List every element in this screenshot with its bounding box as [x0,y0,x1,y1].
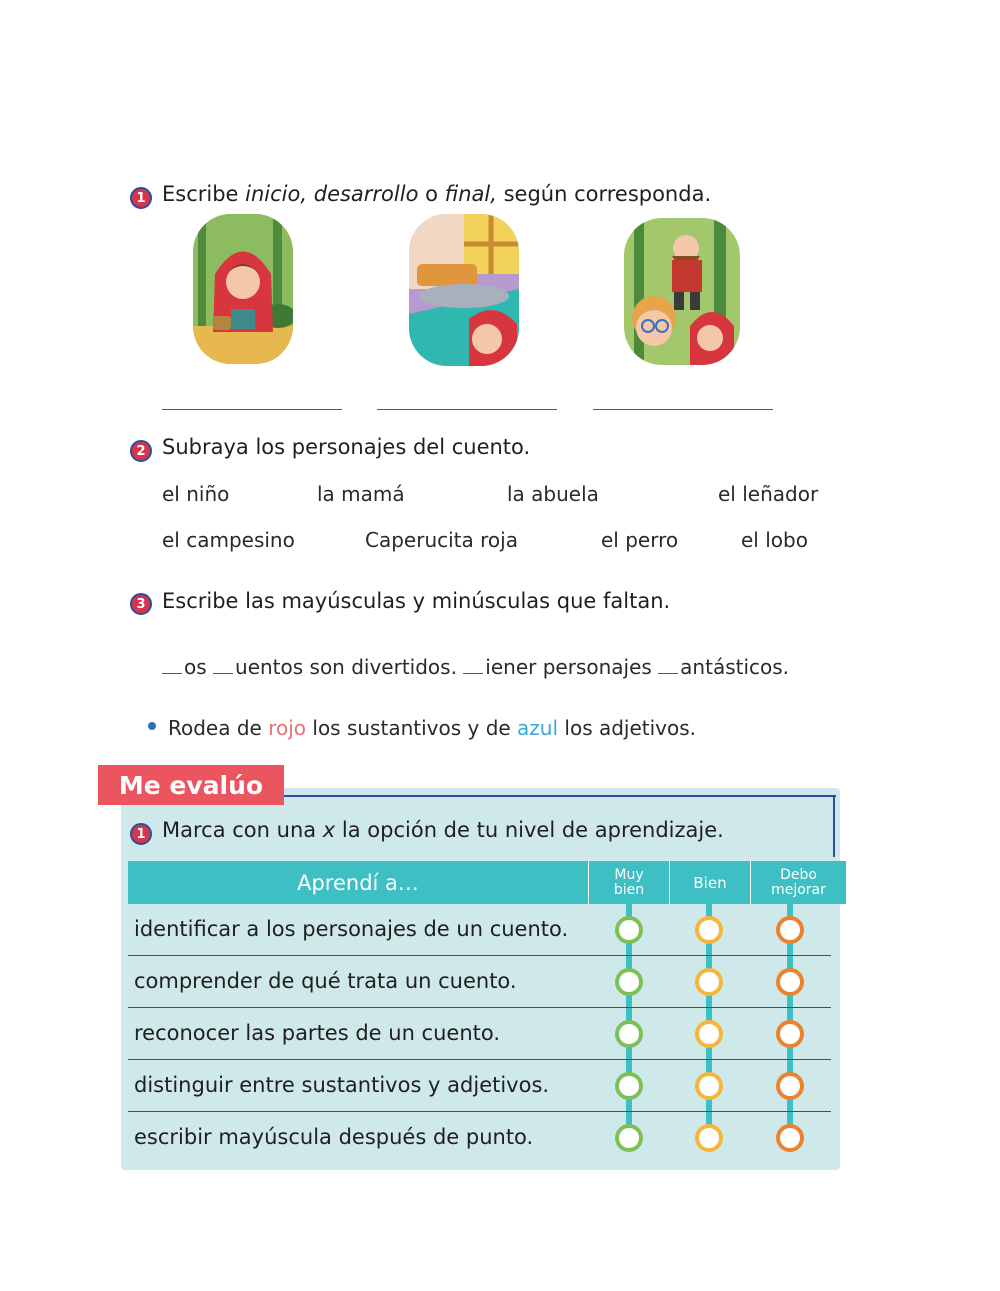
table-header [128,861,846,904]
row-divider [128,955,831,956]
option-debo-mejorar[interactable] [776,1124,804,1152]
blank-input[interactable] [463,655,483,674]
header-muy-bien: Muy bien [613,866,645,898]
header-aprendi: Aprendí a… [297,870,419,895]
option-debo-mejorar[interactable] [776,1072,804,1100]
character-option[interactable]: la mamá [317,482,405,506]
answer-line-2[interactable] [377,409,557,410]
row-divider [128,1007,831,1008]
row-divider [128,1059,831,1060]
header-debo-mejorar: Debo mejorar [771,866,826,898]
illustration-final [624,218,740,365]
fill-sentence: os uentos son divertidos. iener personajes antásticos. [162,655,789,679]
option-bien[interactable] [695,916,723,944]
eval-row-label: identificar a los personajes de un cuento. [134,917,569,941]
option-bien[interactable] [695,1020,723,1048]
exercise-1-instruction: Escribe inicio, desarrollo o final, según corresponda. [162,182,712,206]
option-muy-bien[interactable] [615,1124,643,1152]
me-evaluo-tab: Me evalúo [98,765,284,805]
panel-border-top [284,795,836,797]
bullet-instruction: Rodea de rojo los sustantivos y de azul los adjetivos. [168,716,697,740]
exercise-2-instruction: Subraya los personajes del cuento. [162,435,531,459]
eval-row-label: escribir mayúscula después de punto. [134,1125,534,1149]
eval-instruction: Marca con una x la opción de tu nivel de aprendizaje. [162,818,724,842]
character-option[interactable]: la abuela [507,482,599,506]
row-divider [128,1111,831,1112]
option-debo-mejorar[interactable] [776,1020,804,1048]
option-bien[interactable] [695,968,723,996]
character-option[interactable]: el leñador [718,482,819,506]
exercise-number-badge: 1 [130,823,152,845]
exercise-number-badge: 3 [130,593,152,615]
illustration-desarrollo [409,214,519,366]
eval-row-label: comprender de qué trata un cuento. [134,969,517,993]
character-option[interactable]: Caperucita roja [365,528,518,552]
eval-row-label: distinguir entre sustantivos y adjetivos. [134,1073,550,1097]
option-bien[interactable] [695,1072,723,1100]
blank-input[interactable] [213,655,233,674]
exercise-number-badge: 1 [130,187,152,209]
bullet-dot [148,722,156,730]
eval-row-label: reconocer las partes de un cuento. [134,1021,501,1045]
panel-border-right [833,795,835,857]
character-option[interactable]: el campesino [162,528,295,552]
option-bien[interactable] [695,1124,723,1152]
character-option[interactable]: el niño [162,482,230,506]
option-muy-bien[interactable] [615,1072,643,1100]
option-debo-mejorar[interactable] [776,916,804,944]
exercise-number-badge: 2 [130,440,152,462]
option-muy-bien[interactable] [615,916,643,944]
option-muy-bien[interactable] [615,968,643,996]
header-bien: Bien [693,873,727,892]
answer-line-3[interactable] [593,409,773,410]
blank-input[interactable] [162,655,182,674]
blank-input[interactable] [658,655,678,674]
character-option[interactable]: el perro [601,528,679,552]
option-debo-mejorar[interactable] [776,968,804,996]
option-muy-bien[interactable] [615,1020,643,1048]
character-option[interactable]: el lobo [741,528,808,552]
illustration-inicio [193,214,293,364]
answer-line-1[interactable] [162,409,342,410]
exercise-3-instruction: Escribe las mayúsculas y minúsculas que faltan. [162,589,671,613]
